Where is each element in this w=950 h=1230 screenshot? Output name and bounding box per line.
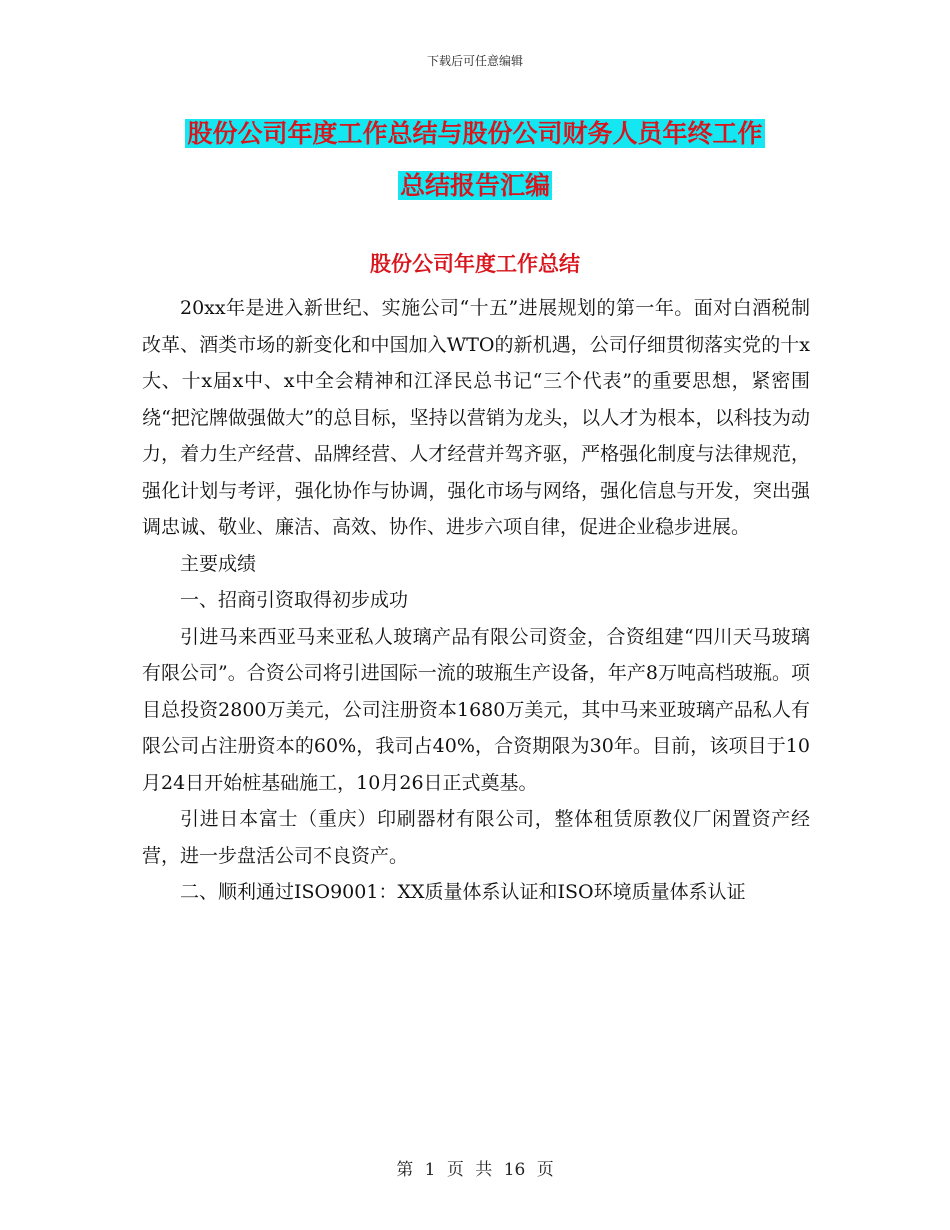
paragraph-intro: 20xx年是进入新世纪、实施公司“十五”进展规划的第一年。面对白酒税制改革、酒类市场的新变化和中国加入WTO的新机遇，公司仔细贯彻落实党的十x大、十x届x中、x中全会精神和江泽民总书记“三个代表”的重要思想，紧密围绕“把沱牌做强做大”的总目标，坚持以营销为龙头，以人才为根本，以科技为动力，着力生产经营、品牌经营、人才经营并驾齐驱，严格强化制度与法律规范，强化计划与考评，强化协作与协调，强化市场与网络，强化信息与开发，突出强调忠诚、敬业、廉洁、高效、协作、进步六项自律，促进企业稳步进展。 (142, 297, 810, 538)
document-title (0, 108, 950, 212)
title-line-2: 总结报告汇编 (399, 171, 550, 200)
paragraph-malaysia-jv: 引进马来西亚马来亚私人玻璃产品有限公司资金，合资组建“四川天马玻璃有限公司”。合资公司将引进国际一流的玻瓶生产设备，年产8万吨高档玻瓶。项目总投资2800万美元，公司注册资本1680万美元，其中马来亚玻璃产品私人有限公司占注册资本的60%，我司占40%，合资期限为30年。目前，该项目于10月24日开始桩基础施工，10月26日正式奠基。 (142, 625, 810, 794)
paragraph-heading-achievements: 主要成绩 (180, 552, 257, 575)
paragraph-fuji-lease: 引进日本富士（重庆）印刷器材有限公司，整体租赁原教仪厂闲置资产经营，进一步盘活公司不良资产。 (142, 808, 810, 867)
body-text (142, 290, 810, 911)
paragraph-heading-iso: 二、顺利通过ISO9001：XX质量体系认证和ISO环境质量体系认证 (180, 881, 746, 903)
paragraph-heading-investment: 一、招商引资取得初步成功 (180, 589, 409, 611)
page-footer: 第 1 页 共 16 页 (396, 1160, 554, 1180)
header-note: 下载后可任意编辑 (426, 54, 523, 68)
section-title: 股份公司年度工作总结 (370, 252, 580, 276)
title-line-1: 股份公司年度工作总结与股份公司财务人员年终工作 (187, 119, 763, 148)
